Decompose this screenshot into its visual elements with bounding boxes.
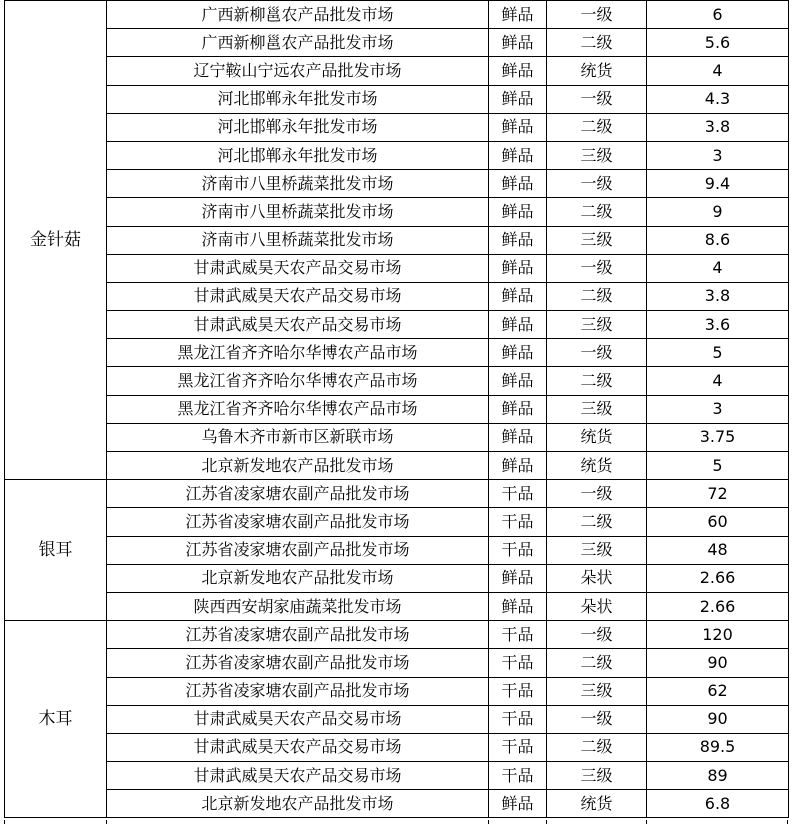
grade-cell: 二级 [547, 282, 647, 310]
market-cell: 广西新柳邕农产品批发市场 [107, 29, 489, 57]
type-cell: 鲜品 [489, 226, 547, 254]
market-cell: 河北邯郸永年批发市场 [107, 141, 489, 169]
table-row [5, 339, 789, 367]
grade-cell: 三级 [547, 141, 647, 169]
price-cell: 62 [647, 677, 789, 705]
type-cell: 干品 [489, 480, 547, 508]
type-cell: 鲜品 [489, 452, 547, 480]
market-cell: 江苏省凌家塘农副产品批发市场 [107, 621, 489, 649]
grade-cell: 一级 [547, 621, 647, 649]
table-row [5, 790, 789, 818]
grade-cell: 二级 [547, 508, 647, 536]
type-cell: 鲜品 [489, 1, 547, 29]
type-cell: 鲜品 [489, 564, 547, 592]
table-row [5, 141, 789, 169]
grade-cell: 三级 [547, 395, 647, 423]
market-cell: 甘肃武威昊天农产品交易市场 [107, 705, 489, 733]
table-row [5, 198, 789, 226]
grade-cell: 二级 [547, 198, 647, 226]
price-cell: 2.66 [647, 564, 789, 592]
grade-cell: 三级 [547, 536, 647, 564]
grade-cell: 统货 [547, 57, 647, 85]
market-cell: 江苏省凌家塘农副产品批发市场 [107, 649, 489, 677]
grade-cell: 二级 [547, 29, 647, 57]
price-cell: 3.6 [647, 311, 789, 339]
category-cell: 金针菇 [5, 1, 107, 480]
grade-cell: 一级 [547, 85, 647, 113]
table-row [5, 480, 789, 508]
type-cell: 鲜品 [489, 423, 547, 451]
table-row [5, 367, 789, 395]
grade-cell: 一级 [547, 254, 647, 282]
grade-cell: 朵状 [547, 592, 647, 620]
table-row [5, 57, 789, 85]
price-cell: 89 [647, 762, 789, 790]
market-cell: 北京新发地农产品批发市场 [107, 790, 489, 818]
grade-cell: 三级 [547, 762, 647, 790]
table-row [5, 282, 789, 310]
market-cell: 陕西西安胡家庙蔬菜批发市场 [107, 592, 489, 620]
type-cell: 鲜品 [489, 592, 547, 620]
table-row [5, 564, 789, 592]
market-cell: 江苏省凌家塘农副产品批发市场 [107, 536, 489, 564]
market-cell: 江苏省凌家塘农副产品批发市场 [107, 677, 489, 705]
type-cell: 鲜品 [489, 57, 547, 85]
price-table-body [5, 1, 789, 818]
table-row [5, 733, 789, 761]
market-cell: 江苏省凌家塘农副产品批发市场 [107, 480, 489, 508]
market-cell: 甘肃武威昊天农产品交易市场 [107, 733, 489, 761]
market-cell: 甘肃武威昊天农产品交易市场 [107, 254, 489, 282]
price-cell: 90 [647, 705, 789, 733]
price-cell: 5.6 [647, 29, 789, 57]
table-row [5, 536, 789, 564]
type-cell: 干品 [489, 536, 547, 564]
market-cell: 北京新发地农产品批发市场 [107, 452, 489, 480]
grade-cell: 统货 [547, 790, 647, 818]
type-cell: 鲜品 [489, 141, 547, 169]
price-cell: 6.8 [647, 790, 789, 818]
type-cell: 干品 [489, 705, 547, 733]
table-row [5, 508, 789, 536]
market-cell: 北京新发地农产品批发市场 [107, 564, 489, 592]
market-cell: 河北邯郸永年批发市场 [107, 85, 489, 113]
table-continuation-edge [4, 820, 788, 824]
table-row [5, 649, 789, 677]
market-cell: 甘肃武威昊天农产品交易市场 [107, 311, 489, 339]
type-cell: 鲜品 [489, 367, 547, 395]
price-cell: 8.6 [647, 226, 789, 254]
price-cell: 90 [647, 649, 789, 677]
type-cell: 干品 [489, 649, 547, 677]
price-cell: 3 [647, 141, 789, 169]
price-cell: 6 [647, 1, 789, 29]
grade-cell: 二级 [547, 367, 647, 395]
type-cell: 干品 [489, 733, 547, 761]
price-cell: 3.75 [647, 423, 789, 451]
table-row [5, 226, 789, 254]
market-cell: 乌鲁木齐市新市区新联市场 [107, 423, 489, 451]
price-cell: 3.8 [647, 282, 789, 310]
table-row [5, 170, 789, 198]
price-cell: 3 [647, 395, 789, 423]
type-cell: 鲜品 [489, 170, 547, 198]
type-cell: 鲜品 [489, 29, 547, 57]
type-cell: 鲜品 [489, 790, 547, 818]
category-cell: 木耳 [5, 621, 107, 818]
table-row [5, 621, 789, 649]
grade-cell: 统货 [547, 423, 647, 451]
type-cell: 鲜品 [489, 339, 547, 367]
grade-cell: 三级 [547, 226, 647, 254]
price-cell: 4.3 [647, 85, 789, 113]
grade-cell: 二级 [547, 733, 647, 761]
table-row [5, 592, 789, 620]
table-row [5, 395, 789, 423]
table-row [5, 452, 789, 480]
table-row [5, 1, 789, 29]
grade-cell: 朵状 [547, 564, 647, 592]
price-cell: 9 [647, 198, 789, 226]
price-cell: 60 [647, 508, 789, 536]
grade-cell: 三级 [547, 311, 647, 339]
table-row [5, 85, 789, 113]
market-cell: 黑龙江省齐齐哈尔华博农产品市场 [107, 395, 489, 423]
type-cell: 干品 [489, 762, 547, 790]
type-cell: 干品 [489, 677, 547, 705]
grade-cell: 一级 [547, 339, 647, 367]
price-cell: 5 [647, 339, 789, 367]
grade-cell: 一级 [547, 1, 647, 29]
price-cell: 4 [647, 254, 789, 282]
market-cell: 济南市八里桥蔬菜批发市场 [107, 226, 489, 254]
type-cell: 干品 [489, 508, 547, 536]
grade-cell: 二级 [547, 649, 647, 677]
table-row [5, 113, 789, 141]
grade-cell: 三级 [547, 677, 647, 705]
type-cell: 鲜品 [489, 254, 547, 282]
price-cell: 2.66 [647, 592, 789, 620]
market-cell: 广西新柳邕农产品批发市场 [107, 1, 489, 29]
type-cell: 鲜品 [489, 395, 547, 423]
type-cell: 鲜品 [489, 113, 547, 141]
price-cell: 48 [647, 536, 789, 564]
price-cell: 120 [647, 621, 789, 649]
grade-cell: 一级 [547, 480, 647, 508]
table-row [5, 677, 789, 705]
price-cell: 3.8 [647, 113, 789, 141]
grade-cell: 一级 [547, 170, 647, 198]
market-cell: 河北邯郸永年批发市场 [107, 113, 489, 141]
type-cell: 鲜品 [489, 198, 547, 226]
market-cell: 济南市八里桥蔬菜批发市场 [107, 170, 489, 198]
market-cell: 江苏省凌家塘农副产品批发市场 [107, 508, 489, 536]
price-cell: 9.4 [647, 170, 789, 198]
market-cell: 黑龙江省齐齐哈尔华博农产品市场 [107, 367, 489, 395]
type-cell: 鲜品 [489, 85, 547, 113]
type-cell: 鲜品 [489, 311, 547, 339]
market-cell: 甘肃武威昊天农产品交易市场 [107, 762, 489, 790]
price-cell: 4 [647, 367, 789, 395]
grade-cell: 二级 [547, 113, 647, 141]
category-cell: 银耳 [5, 480, 107, 621]
grade-cell: 统货 [547, 452, 647, 480]
price-cell: 5 [647, 452, 789, 480]
table-row [5, 762, 789, 790]
type-cell: 干品 [489, 621, 547, 649]
market-cell: 甘肃武威昊天农产品交易市场 [107, 282, 489, 310]
market-cell: 辽宁鞍山宁远农产品批发市场 [107, 57, 489, 85]
price-cell: 72 [647, 480, 789, 508]
table-row [5, 254, 789, 282]
market-cell: 黑龙江省齐齐哈尔华博农产品市场 [107, 339, 489, 367]
price-table [4, 0, 789, 818]
table-row [5, 29, 789, 57]
table-row [5, 705, 789, 733]
table-row [5, 311, 789, 339]
type-cell: 鲜品 [489, 282, 547, 310]
market-cell: 济南市八里桥蔬菜批发市场 [107, 198, 489, 226]
grade-cell: 一级 [547, 705, 647, 733]
price-cell: 4 [647, 57, 789, 85]
price-cell: 89.5 [647, 733, 789, 761]
table-row [5, 423, 789, 451]
